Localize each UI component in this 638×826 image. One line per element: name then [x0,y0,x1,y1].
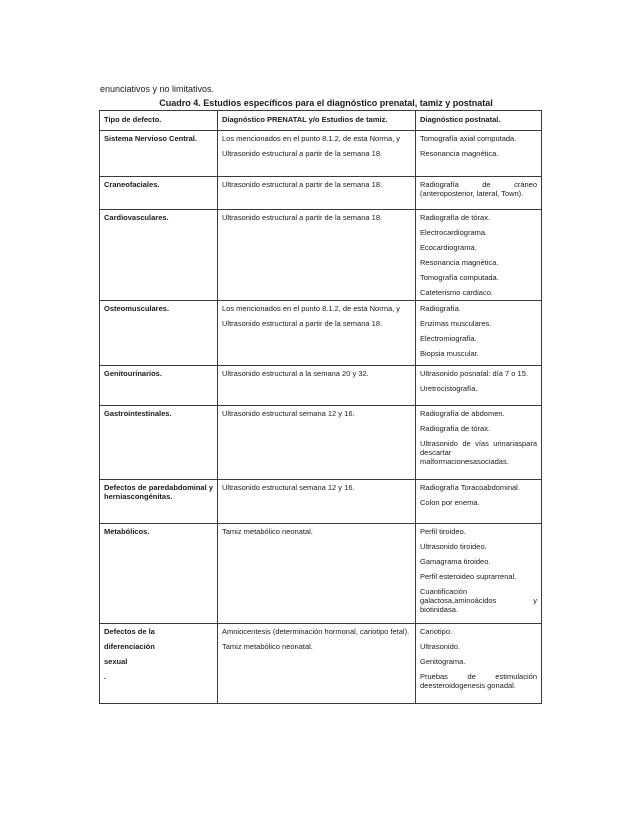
cell-type [100,406,218,480]
cell-prenatal [218,177,416,210]
cell-type [100,301,218,366]
cell-text: Enzimas musculares. [420,319,492,328]
cell-type [100,524,218,624]
cell-text: Ultrasonido de vías urinariaspara descartar malformacionesasociadas. [420,439,537,466]
cell-text: Ultrasonido estructural semana 12 y 16. [222,483,355,492]
cell-type [100,480,218,524]
cell-text: Electrocardiograma. [420,228,488,237]
cell-prenatal [218,366,416,406]
cell-text: Ultrasonido estructural a partir de la semana 18. [222,180,383,189]
cell-text: Craneofaciales. [104,180,160,189]
table-row [100,301,542,366]
cell-prenatal [218,301,416,366]
cell-text: Cariotipo. [420,627,453,636]
cell-postnatal [416,131,542,177]
cell-text: Colon por enema. [420,498,480,507]
cell-text: Uretrocistografía. [420,384,478,393]
cell-text: Radiografía de tórax. [420,424,491,433]
cell-prenatal [218,480,416,524]
cell-prenatal [218,624,416,704]
cell-text: Metabólicos. [104,527,150,536]
cell-prenatal [218,524,416,624]
cell-text: Radiografía Toracoabdominal. [420,483,520,492]
cell-text: Ultrasonido. [420,642,461,651]
cell-text: Tomografía computada. [420,273,499,282]
cell-postnatal [416,366,542,406]
table-row [100,624,542,704]
cell-text: Ultrasonido posnatal: día 7 o 15. [420,369,528,378]
cell-type [100,366,218,406]
cell-text: Genitourinarios. [104,369,162,378]
cell-text: Radiografía de cráneo (anteroposterior, lateral, Town). [420,180,537,198]
table-row [100,210,542,301]
cell-text: Radiografía de abdomen. [420,409,505,418]
cell-text: Defectos de la [104,627,155,636]
cell-text: Ultrasonido tiroideo. [420,542,487,551]
cell-text: Cateterismo cardiaco. [420,288,493,297]
cell-text: Cuantificación galactosa,aminoácidos y biotinidasa. [420,587,537,614]
cell-text: Resonancia magnética. [420,149,499,158]
cell-text: . [104,672,107,681]
cell-text: Ultrasonido estructural a partir de la semana 18. [222,213,383,222]
cell-text: Cardiovasculares. [104,213,169,222]
cell-text: Ultrasonido estructural a partir de la semana 18. [222,319,383,328]
cell-text: Tamiz metabólico neonatal. [222,642,313,651]
cell-text: diferenciación [104,642,155,651]
cell-text: Los mencionados en el punto 8.1.2, de esta Norma, y [222,304,401,313]
cell-type [100,210,218,301]
cell-text: Gastrointestinales. [104,409,172,418]
cell-text: Amniocentesis (determinación hormonal, cariotipo fetal). [222,627,410,636]
cell-postnatal [416,480,542,524]
cell-postnatal [416,177,542,210]
intro-text: enunciativos y no limitativos. [100,84,215,94]
cell-text: Genitograma. [420,657,466,666]
cell-text: Gamagrama tiroideo. [420,557,491,566]
table-header-row [100,111,542,131]
cell-text: Radiografía de tórax. [420,213,491,222]
cell-text: Pruebas de estimulación deesteroidogenesis gonadal. [420,672,537,690]
table-row [100,524,542,624]
table-body [100,131,542,704]
cell-prenatal [218,210,416,301]
header-prenatal: Diagnóstico PRENATAL y/o Estudios de tamiz. [218,111,416,131]
cell-postnatal [416,524,542,624]
cell-prenatal [218,406,416,480]
table-row [100,177,542,210]
cell-text: Biopsia muscular. [420,349,479,358]
cell-text: Ultrasonido estructural semana 12 y 16. [222,409,355,418]
diagnostic-studies-table [99,110,542,704]
cell-text: Tomografía axial computada. [420,134,517,143]
table-row [100,480,542,524]
header-defect-type: Tipo de defecto. [100,111,218,131]
cell-text: Radiografía. [420,304,461,313]
table-row [100,131,542,177]
cell-type [100,131,218,177]
table-caption: Cuadro 4. Estudios específicos para el diagnóstico prenatal, tamiz y postnatal [159,98,493,108]
cell-type [100,177,218,210]
cell-text: Ultrasonido estructural a partir de la semana 18. [222,149,383,158]
cell-text: Perfil esteroideo suprarrenal. [420,572,517,581]
cell-prenatal [218,131,416,177]
cell-text: Ecocardiograma. [420,243,477,252]
cell-postnatal [416,210,542,301]
cell-text: Ultrasonido estructural a la semana 20 y 32. [222,369,369,378]
cell-postnatal [416,301,542,366]
cell-text: Electromiografía. [420,334,477,343]
table-row [100,406,542,480]
cell-text: Defectos de paredabdominal y herniascongénitas. [104,483,213,501]
cell-text: Tamiz metabólico neonatal. [222,527,313,536]
cell-text: Resonancia magnética. [420,258,499,267]
table-row [100,366,542,406]
cell-text: Los mencionados en el punto 8.1.2, de esta Norma, y [222,134,401,143]
cell-postnatal [416,406,542,480]
cell-text: Osteomusculares. [104,304,170,313]
cell-postnatal [416,624,542,704]
cell-type [100,624,218,704]
cell-text: Sistema Nervioso Central. [104,134,197,143]
header-postnatal: Diagnóstico postnatal. [416,111,542,131]
cell-text: Perfil tiroideo. [420,527,466,536]
cell-text: sexual [104,657,128,666]
